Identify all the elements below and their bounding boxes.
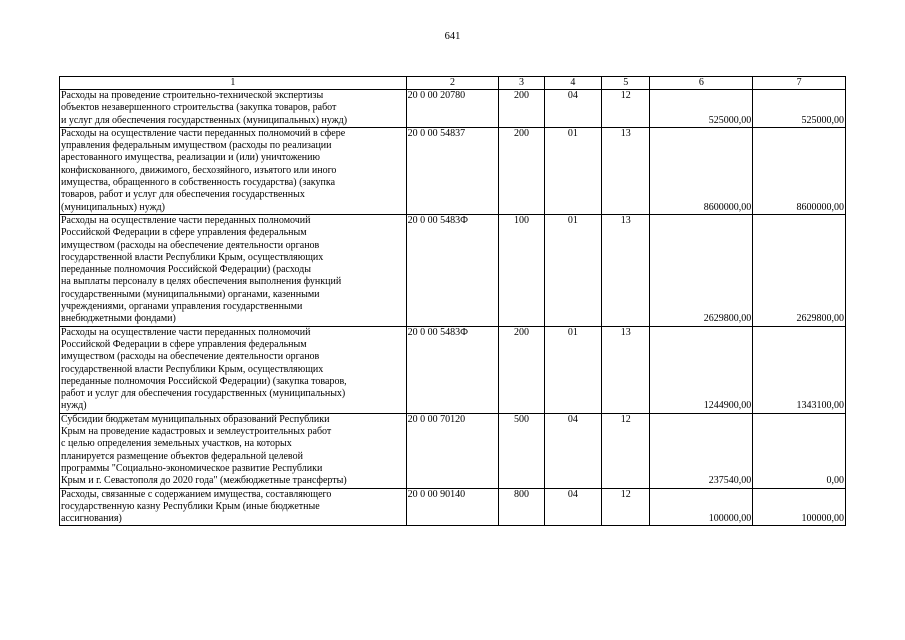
subsection-code: 12 [602, 413, 650, 488]
description-line: конфискованного, движимого, бесхозяйного, изъятого или иного [61, 164, 337, 176]
page-number: 641 [444, 31, 461, 42]
subsection-code: 13 [602, 127, 650, 214]
expense-type-code: 800 [499, 488, 544, 526]
target-article-code: 20 0 00 70120 [406, 413, 499, 488]
expense-description [60, 413, 407, 488]
description-line: имущества, обращенного в собственность государства) (закупка [61, 177, 336, 189]
description-line: Расходы на осуществление части переданных полномочий [61, 326, 311, 338]
description-line: имуществом (расходы на обеспечение деятельности органов [61, 351, 320, 363]
description-line: переданные полномочия Российской Федерации) (расходы [61, 264, 311, 276]
target-article-code: 20 0 00 5483Ф [406, 326, 499, 413]
description-line: переданные полномочия Российской Федерации) (закупка товаров, [61, 375, 347, 387]
amount-year-1: 525000,00 [650, 90, 753, 128]
expense-type-code: 200 [499, 90, 544, 128]
table-row [60, 326, 846, 413]
amount-year-2: 0,00 [753, 413, 846, 488]
subsection-code: 12 [602, 90, 650, 128]
amount-year-2: 8600000,00 [753, 127, 846, 214]
column-header: 4 [544, 77, 601, 90]
expense-type-code: 500 [499, 413, 544, 488]
subsection-code: 13 [602, 326, 650, 413]
table-row [60, 214, 846, 326]
description-line: арестованного имущества, реализации и (или) уничтожению [61, 152, 320, 164]
description-line: учреждениями, органами управления государственными [61, 301, 303, 313]
column-header: 5 [602, 77, 650, 90]
table-row [60, 127, 846, 214]
table-row [60, 413, 846, 488]
amount-year-2: 2629800,00 [753, 214, 846, 326]
description-line: Расходы, связанные с содержанием имущества, составляющего [61, 488, 332, 500]
amount-year-1: 2629800,00 [650, 214, 753, 326]
description-line: Российской Федерации в сфере управления федеральным [61, 338, 307, 350]
description-line: Расходы на проведение строительно-технической экспертизы [61, 90, 324, 101]
description-line: Расходы на осуществление части переданных полномочий в сфере [61, 127, 346, 139]
amount-year-1: 237540,00 [650, 413, 753, 488]
description-line: (муниципальных) нужд) [61, 201, 165, 213]
target-article-code: 20 0 00 20780 [406, 90, 499, 128]
description-line: имуществом (расходы на обеспечение деятельности органов [61, 239, 320, 251]
target-article-code: 20 0 00 54837 [406, 127, 499, 214]
expense-type-code: 200 [499, 326, 544, 413]
budget-table [59, 76, 846, 526]
description-line: внебюджетными фондами) [61, 313, 176, 325]
header-row [60, 77, 846, 90]
section-code: 01 [544, 214, 601, 326]
description-line: государственной власти Республики Крым, осуществляющих [61, 363, 324, 375]
amount-year-2: 100000,00 [753, 488, 846, 526]
expense-type-code: 200 [499, 127, 544, 214]
subsection-code: 13 [602, 214, 650, 326]
expense-type-code: 100 [499, 214, 544, 326]
description-line: нужд) [61, 400, 87, 412]
table-row [60, 488, 846, 526]
description-line: с целью определения земельных участков, на которых [61, 438, 292, 450]
description-line: ассигнования) [61, 513, 122, 525]
description-line: объектов незавершенного строительства (закупка товаров, работ [61, 102, 337, 114]
column-header: 6 [650, 77, 753, 90]
column-header: 3 [499, 77, 544, 90]
amount-year-1: 100000,00 [650, 488, 753, 526]
description-line: управления федеральным имуществом (расходы по реализации [61, 140, 332, 152]
amount-year-2: 525000,00 [753, 90, 846, 128]
amount-year-1: 8600000,00 [650, 127, 753, 214]
description-line: работ и услуг для обеспечения государственных (муниципальных) [61, 388, 346, 400]
amount-year-1: 1244900,00 [650, 326, 753, 413]
description-line: Крым на проведение кадастровых и землеустроительных работ [61, 426, 332, 438]
description-line: Расходы на осуществление части переданных полномочий [61, 214, 311, 226]
section-code: 01 [544, 326, 601, 413]
subsection-code: 12 [602, 488, 650, 526]
expense-description [60, 326, 407, 413]
table-row [60, 90, 846, 128]
description-line: товаров, работ и услуг для обеспечения государственных [61, 189, 305, 201]
description-line: государственной власти Республики Крым, осуществляющих [61, 251, 324, 263]
expense-description [60, 214, 407, 326]
section-code: 04 [544, 488, 601, 526]
expense-description [60, 488, 407, 526]
description-line: Крым и г. Севастополя до 2020 года" (межбюджетные трансферты) [61, 475, 347, 487]
description-line: и услуг для обеспечения государственных (муниципальных) нужд) [61, 114, 348, 126]
amount-year-2: 1343100,00 [753, 326, 846, 413]
description-line: планируется размещение объектов федеральной целевой [61, 450, 303, 462]
column-header: 7 [753, 77, 846, 90]
description-line: государственными (муниципальными) органами, казенными [61, 288, 320, 300]
section-code: 04 [544, 90, 601, 128]
description-line: на выплаты персоналу в целях обеспечения выполнения функций [61, 276, 342, 288]
description-line: государственную казну Республики Крым (иные бюджетные [61, 500, 320, 512]
column-header: 1 [60, 77, 407, 90]
target-article-code: 20 0 00 90140 [406, 488, 499, 526]
column-header: 2 [406, 77, 499, 90]
target-article-code: 20 0 00 5483Ф [406, 214, 499, 326]
description-line: Субсидии бюджетам муниципальных образований Республики [61, 413, 330, 425]
description-line: Российской Федерации в сфере управления федеральным [61, 227, 307, 239]
expense-description [60, 127, 407, 214]
expense-description [60, 90, 407, 128]
description-line: программы "Социально-экономическое развитие Республики [61, 462, 323, 474]
section-code: 01 [544, 127, 601, 214]
section-code: 04 [544, 413, 601, 488]
